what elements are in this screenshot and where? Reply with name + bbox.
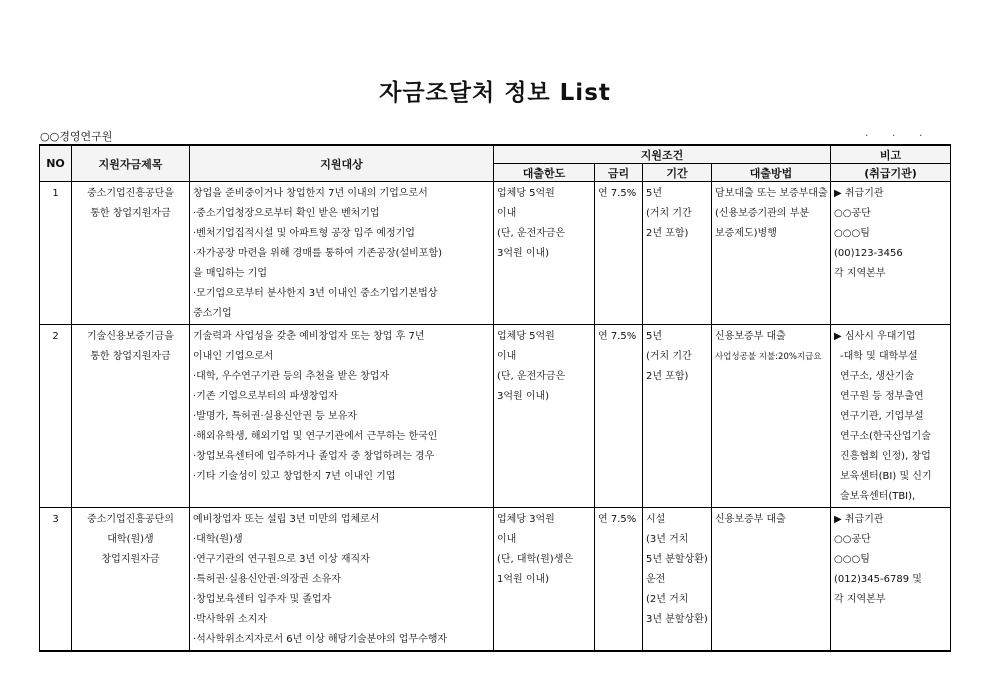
cell-program-line: 중소기업진흥공단을 — [87, 188, 174, 199]
cell-method-line: 보증제도)병행 — [715, 228, 777, 239]
cell-target-line: 기술력과 사업성을 갖춘 예비창업자 또는 창업 후 7년 — [193, 331, 425, 342]
cell-period-line: (2년 거치 — [646, 594, 689, 605]
cell-target-line: 이내인 기업으로서 — [193, 351, 274, 362]
organization-name: ○○경영연구원 — [40, 130, 113, 143]
page-title: 자금조달처 정보 List — [379, 80, 611, 106]
cell-method-line: 신용보증부 대출 — [715, 331, 786, 342]
cell-no — [40, 182, 72, 325]
cell-program-line: 통한 창업지원자금 — [90, 208, 171, 219]
cell-no-line: 3 — [52, 514, 59, 525]
cell-target-line: ·대학(원)생 — [193, 534, 243, 545]
cell-period-line: 3년 분할상환) — [646, 614, 708, 625]
header-period: 기간 — [643, 164, 712, 182]
cell-program-line: 중소기업진흥공단의 — [87, 514, 174, 525]
cell-rate — [595, 182, 643, 325]
cell-period-line: 2년 포함) — [646, 228, 689, 239]
cell-remark-line: 진흥협회 인정), 창업 — [840, 451, 931, 462]
cell-program — [72, 182, 190, 325]
cell-period-line: 시설 — [646, 514, 666, 525]
header-conditions: 지원조건 — [494, 145, 831, 164]
cell-program-line: 통한 창업지원자금 — [90, 351, 171, 362]
cell-limit-line: 업체당 5억원 — [497, 331, 555, 342]
header-remark-institution: (취급기관) — [831, 164, 951, 182]
cell-rate — [595, 325, 643, 508]
cell-remark-line: ○○○팀 — [834, 554, 870, 565]
header-no: NO — [40, 145, 72, 182]
cell-limit — [494, 325, 595, 508]
cell-method-line: (신용보증기관의 부분 — [715, 208, 810, 219]
cell-method-line: 담보대출 또는 보증부대출 — [715, 188, 828, 199]
cell-target-line: 중소기업 — [193, 308, 232, 319]
cell-target-line: ·발명가, 특허권·실용신안권 등 보유자 — [193, 411, 357, 422]
cell-limit-line: 3억원 이내) — [497, 391, 550, 402]
cell-rate-line: 연 7.5% — [598, 331, 637, 342]
cell-remark-line: 연구기관, 기업부설 — [840, 411, 924, 422]
cell-target — [190, 508, 494, 652]
cell-limit-line: 업체당 5억원 — [497, 188, 555, 199]
cell-target-line: ·창업보육센터에 입주하거나 졸업자 중 창업하려는 경우 — [193, 451, 435, 462]
cell-limit-line: 이내 — [497, 534, 517, 545]
table-row — [40, 325, 951, 508]
cell-target-line: ·기타 기술성이 있고 창업한지 7년 이내인 기업 — [193, 471, 396, 482]
cell-limit-line: (단, 운전자금은 — [497, 228, 566, 239]
cell-target-line: ·기존 기업으로부터의 파생창업자 — [193, 391, 338, 402]
cell-method-line: 사업성공불 지불:20%지급요 — [715, 352, 822, 362]
cell-remark-line: 연구소, 생산기술 — [840, 371, 914, 382]
cell-no — [40, 508, 72, 652]
cell-remark-line: (00)123-3456 — [834, 248, 903, 259]
cell-target-line: ·해외유학생, 해외기업 및 연구기관에서 근무하는 한국인 — [193, 431, 438, 442]
cell-period-line: (거치 기간 — [646, 208, 692, 219]
cell-remark-line: ○○공단 — [834, 534, 871, 545]
cell-remark-line: ○○공단 — [834, 208, 871, 219]
cell-period-line: (거치 기간 — [646, 351, 692, 362]
cell-no-line: 2 — [52, 331, 59, 342]
cell-rate — [595, 508, 643, 652]
cell-target-line: ·중소기업청장으로부터 확인 받은 벤처기업 — [193, 208, 380, 219]
cell-method — [712, 182, 831, 325]
cell-program — [72, 508, 190, 652]
cell-target-line: ·연구기관의 연구원으로 3년 이상 재직자 — [193, 554, 370, 565]
cell-target-line: ·창업보육센터 입주자 및 졸업자 — [193, 594, 332, 605]
cell-limit — [494, 182, 595, 325]
corner-dots: . . . — [865, 126, 933, 139]
cell-remark-line: -대학 및 대학부설 — [840, 351, 918, 362]
cell-remark — [831, 508, 951, 652]
cell-limit-line: 업체당 3억원 — [497, 514, 555, 525]
cell-target — [190, 182, 494, 325]
cell-target-line: 예비창업자 또는 설립 3년 미만의 업체로서 — [193, 514, 380, 525]
header-program: 지원자금제목 — [72, 145, 190, 182]
cell-limit-line: 1억원 이내) — [497, 574, 550, 585]
cell-period-line: 5년 분할상환) — [646, 554, 708, 565]
cell-method — [712, 508, 831, 652]
cell-no-line: 1 — [52, 188, 59, 199]
cell-rate-line: 연 7.5% — [598, 188, 637, 199]
cell-target-line: ·대학, 우수연구기관 등의 추천을 받은 창업자 — [193, 371, 390, 382]
cell-period-line: 운전 — [646, 574, 666, 585]
table-body — [40, 182, 951, 652]
cell-method — [712, 325, 831, 508]
cell-remark-line: (012)345-6789 및 — [834, 574, 922, 585]
cell-program-line: 창업지원자금 — [101, 554, 160, 565]
cell-limit-line: (단, 대학(원)생은 — [497, 554, 574, 565]
cell-limit-line: 3억원 이내) — [497, 248, 550, 259]
header-target: 지원대상 — [190, 145, 494, 182]
cell-remark-line: ▶ 취급기관 — [834, 188, 884, 199]
cell-period-line: 5년 — [646, 331, 663, 342]
header-remark: 비고 — [831, 145, 951, 164]
cell-remark-line: 각 지역본부 — [834, 594, 886, 605]
cell-program-line: 대학(원)생 — [107, 534, 154, 545]
table-row — [40, 508, 951, 652]
cell-target-line: 을 매입하는 기업 — [193, 268, 267, 279]
cell-period-line: 2년 포함) — [646, 371, 689, 382]
cell-target-line: ·박사학위 소지자 — [193, 614, 267, 625]
funding-table — [39, 144, 951, 652]
cell-remark — [831, 325, 951, 508]
cell-target-line: 창업을 준비중이거나 창업한지 7년 이내의 기업으로서 — [193, 188, 428, 199]
cell-program — [72, 325, 190, 508]
cell-remark-line: ▶ 취급기관 — [834, 514, 884, 525]
cell-remark-line: ○○○팀 — [834, 228, 870, 239]
cell-target — [190, 325, 494, 508]
cell-target-line: ·특허권·실용신안권·의장권 소유자 — [193, 574, 341, 585]
table-row — [40, 182, 951, 325]
cell-target-line: ·자가공장 마련을 위해 경매를 통하여 기존공장(설비포함) — [193, 248, 443, 259]
header-limit: 대출한도 — [494, 164, 595, 182]
header-rate: 금리 — [595, 164, 643, 182]
cell-limit-line: 이내 — [497, 208, 517, 219]
cell-remark-line: 연구소(한국산업기술 — [840, 431, 931, 442]
cell-limit — [494, 508, 595, 652]
cell-remark-line: 각 지역본부 — [834, 268, 886, 279]
cell-remark-line: 술보육센터(TBI), — [840, 491, 916, 502]
cell-target-line: ·벤처기업집적시설 및 아파트형 공장 입주 예정기업 — [193, 228, 415, 239]
cell-remark-line: 보육센터(BI) 및 신기 — [840, 471, 932, 482]
cell-period — [643, 508, 712, 652]
cell-method-line: 신용보증부 대출 — [715, 514, 786, 525]
cell-remark-line: ▶ 심사시 우대기업 — [834, 331, 916, 342]
cell-rate-line: 연 7.5% — [598, 514, 637, 525]
cell-no — [40, 325, 72, 508]
cell-target-line: ·모기업으로부터 분사한지 3년 이내인 중소기업기본법상 — [193, 288, 438, 299]
cell-remark-line: 연구원 등 정부출연 — [840, 391, 924, 402]
cell-limit-line: (단, 운전자금은 — [497, 371, 566, 382]
cell-remark — [831, 182, 951, 325]
cell-limit-line: 이내 — [497, 351, 517, 362]
cell-period — [643, 325, 712, 508]
cell-program-line: 기술신용보증기금을 — [87, 331, 174, 342]
cell-target-line: ·석사학위소지자로서 6년 이상 해당기술분야의 업무수행자 — [193, 634, 448, 645]
cell-period-line: (3년 거치 — [646, 534, 689, 545]
cell-period-line: 5년 — [646, 188, 663, 199]
cell-period — [643, 182, 712, 325]
header-method: 대출방법 — [712, 164, 831, 182]
